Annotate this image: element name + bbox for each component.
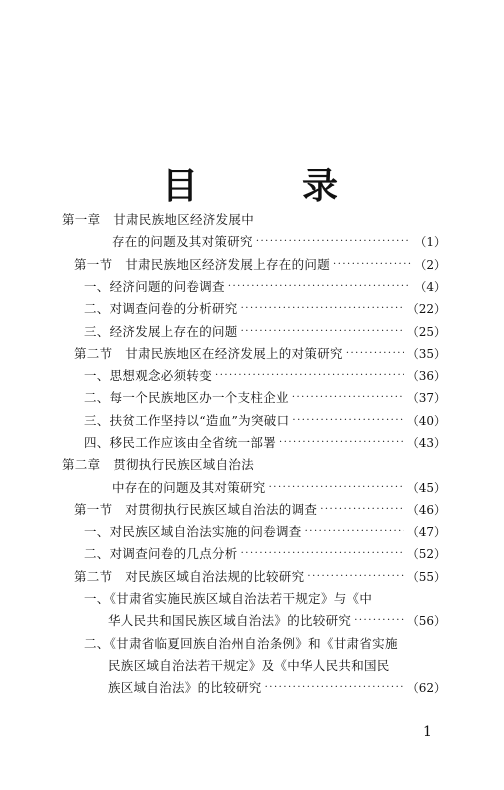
toc-entry-label: 二、对调查问卷的分析研究: [84, 301, 238, 316]
toc-entry-page: （37）: [406, 391, 446, 405]
toc-entry-label: 一、对民族区域自治法实施的问卷调查: [84, 524, 302, 539]
leader-dots: [279, 433, 404, 453]
toc-entry-page: （4）: [414, 280, 446, 294]
leader-dots: [333, 255, 411, 275]
leader-dots: [241, 322, 404, 342]
toc-entry[interactable]: [74, 344, 446, 364]
toc-entry-label: 一、思想观念必须转变: [84, 368, 213, 383]
toc-entry-label: 存在的问题及其对策研究: [112, 234, 253, 249]
toc-entry[interactable]: [62, 455, 432, 475]
leader-dots: [241, 299, 404, 319]
toc-entry[interactable]: [74, 567, 446, 587]
toc-entry-page: （56）: [406, 614, 446, 628]
toc-entry[interactable]: [84, 322, 446, 342]
toc-entry[interactable]: [84, 411, 446, 431]
toc-entry-label: 二、对调查问卷的几点分析: [84, 546, 238, 561]
toc-entry-label: 第二节 甘肃民族地区在经济发展上的对策研究: [74, 346, 343, 361]
toc-entry[interactable]: [84, 388, 446, 408]
toc-entry-label: 第二节 对民族区域自治法规的比较研究: [74, 569, 305, 584]
toc-entry[interactable]: [84, 299, 446, 319]
toc-entry[interactable]: [84, 634, 446, 654]
leader-dots: [320, 500, 404, 520]
toc-entry-label: 三、经济发展上存在的问题: [84, 324, 238, 339]
toc-entry-label: 第二章 贯彻执行民族区域自治法: [62, 457, 255, 472]
toc-entry[interactable]: [74, 255, 446, 275]
toc-entry-label: 族区域自治法》的比较研究: [108, 680, 262, 695]
leader-dots: [215, 366, 404, 386]
toc-entry-page: （35）: [406, 347, 446, 361]
leader-dots: [307, 567, 403, 587]
toc-entry-page: （22）: [406, 302, 446, 316]
toc-title-char-1: 目: [161, 166, 202, 207]
toc-entry[interactable]: [112, 232, 446, 252]
toc-entry-label: 第一节 甘肃民族地区经济发展上存在的问题: [74, 257, 331, 272]
leader-dots: [265, 678, 404, 698]
toc-entry-label: 民族区域自治法若干规定》及《中华人民共和国民: [108, 658, 390, 673]
toc-entry-label: 第一节 对贯彻执行民族区域自治法的调查: [74, 502, 318, 517]
leader-dots: [305, 522, 404, 542]
toc-entry-label: 二、每一个民族地区办一个支柱企业: [84, 390, 289, 405]
toc-entry-page: （36）: [406, 369, 446, 383]
toc-entry-label: 一、《甘肃省实施民族区域自治法若干规定》与《中: [84, 591, 373, 606]
leader-dots: [354, 611, 404, 631]
toc-entry[interactable]: [108, 656, 446, 676]
toc-entry[interactable]: [108, 678, 446, 698]
toc-entry-page: （47）: [406, 525, 446, 539]
toc-entry-label: 四、移民工作应该由全省统一部署: [84, 435, 277, 450]
page-number: 1: [423, 724, 432, 740]
toc-entry-page: （62）: [406, 681, 446, 695]
leader-dots: [292, 388, 404, 408]
leader-dots: [228, 277, 412, 297]
toc-entry-label: 华人民共和国民族区域自治法》的比较研究: [108, 613, 352, 628]
toc-entry-label: 三、扶贫工作坚持以“造血”为突破口: [84, 413, 290, 428]
toc-entry-label: 一、经济问题的问卷调查: [84, 279, 225, 294]
leader-dots: [269, 478, 404, 498]
toc-entry[interactable]: [84, 366, 446, 386]
toc-entry[interactable]: [108, 611, 446, 631]
toc-entry-page: （43）: [406, 436, 446, 450]
toc-entry[interactable]: [84, 544, 446, 564]
toc-entry[interactable]: [74, 500, 446, 520]
toc-entry-page: （25）: [406, 325, 446, 339]
leader-dots: [292, 411, 403, 431]
leader-dots: [346, 344, 404, 364]
toc-entry-label: 二、《甘肃省临夏回族自治州自治条例》和《甘肃省实施: [84, 636, 398, 651]
toc-entry[interactable]: [84, 589, 446, 609]
toc-entry-label: 中存在的问题及其对策研究: [112, 480, 266, 495]
toc-entry[interactable]: [84, 433, 446, 453]
toc-entry[interactable]: [62, 210, 432, 230]
toc-entry-label: 第一章 甘肃民族地区经济发展中: [62, 212, 255, 227]
toc-title-char-2: 录: [302, 166, 343, 207]
toc-entry-page: （46）: [406, 503, 446, 517]
toc-entry[interactable]: [112, 478, 446, 498]
toc-entry-page: （45）: [406, 481, 446, 495]
toc-entry[interactable]: [84, 522, 446, 542]
toc-entry[interactable]: [84, 277, 446, 297]
toc-entry-page: （1）: [414, 235, 446, 249]
toc-title: [0, 158, 504, 209]
leader-dots: [241, 544, 404, 564]
leader-dots: [256, 232, 412, 252]
toc-entry-page: （40）: [406, 414, 446, 428]
toc-entry-page: （2）: [414, 258, 446, 272]
toc-entry-page: （52）: [406, 547, 446, 561]
toc-entry-page: （55）: [406, 570, 446, 584]
